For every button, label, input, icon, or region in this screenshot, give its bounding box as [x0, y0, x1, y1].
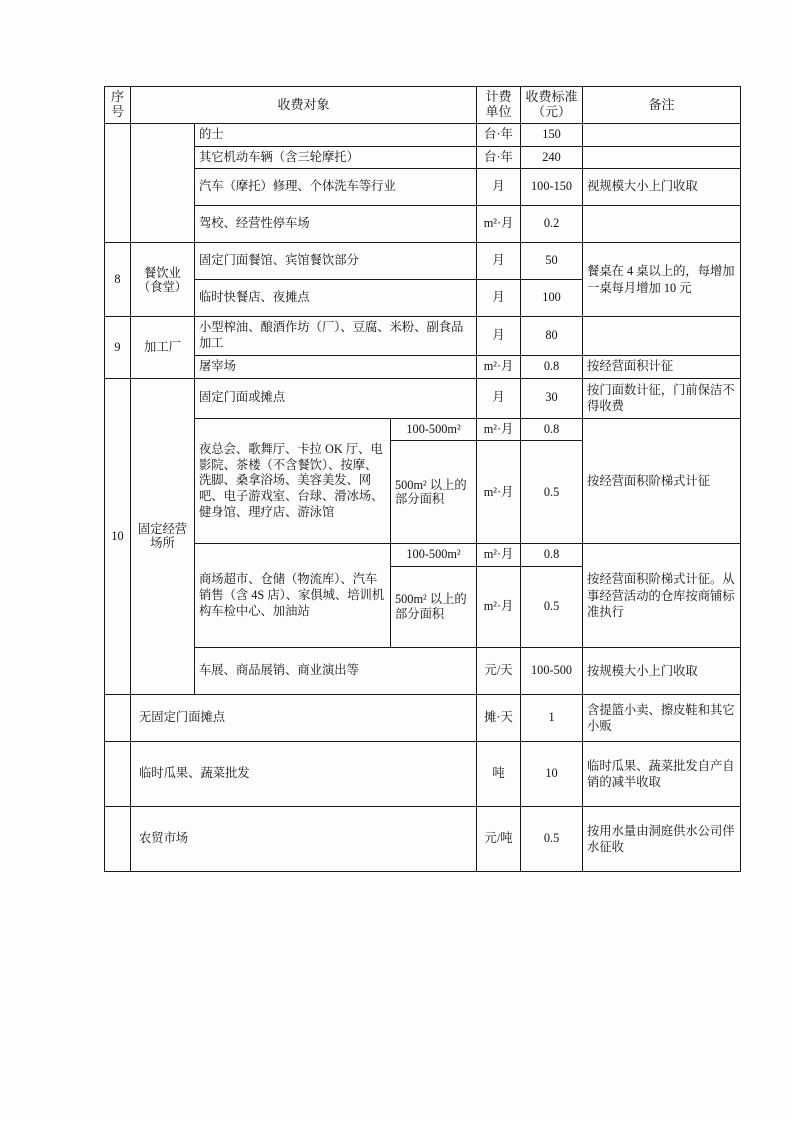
- row-standard: 30: [521, 378, 583, 418]
- row-standard: 0.5: [521, 441, 583, 544]
- fee-schedule-table: [104, 86, 741, 872]
- row-standard: 1: [521, 695, 583, 742]
- row-sub: 100-500m²: [391, 418, 477, 441]
- row-note: 临时瓜果、蔬菜批发自产自销的减半收取: [583, 742, 741, 807]
- row-unit: m²·月: [477, 567, 521, 648]
- table-row: [105, 807, 741, 872]
- table-row: [105, 355, 741, 378]
- row-object: 其它机动车辆（含三轮摩托）: [195, 146, 477, 169]
- table-row: [105, 317, 741, 355]
- row-note: 含提篮小卖、擦皮鞋和其它小贩: [583, 695, 741, 742]
- row-unit: 月: [477, 317, 521, 355]
- fee-schedule-container: [104, 86, 735, 872]
- row-standard: 0.8: [521, 418, 583, 441]
- row-category-cell: [131, 123, 195, 242]
- row-index-cell: [105, 742, 131, 807]
- row-object: 汽车（摩托）修理、个体洗车等行业: [195, 169, 477, 206]
- row-unit: 月: [477, 378, 521, 418]
- row-standard: 150: [521, 123, 583, 146]
- row-unit: 台·年: [477, 146, 521, 169]
- row-note: [583, 146, 741, 169]
- row-category-cell: 餐饮业（食堂）: [131, 243, 195, 317]
- row-note: 按经营面积阶梯式计征。从事经营活动的仓库按商铺标准执行: [583, 544, 741, 648]
- table-row: [105, 695, 741, 742]
- row-category-cell: 加工厂: [131, 317, 195, 378]
- table-row: [105, 243, 741, 280]
- header-unit-line1: 计费: [485, 89, 512, 104]
- row-standard: 0.5: [521, 567, 583, 648]
- row-unit: 元/吨: [477, 807, 521, 872]
- row-category-cell: 临时瓜果、蔬菜批发: [131, 742, 477, 807]
- row-object: 临时快餐店、夜摊点: [195, 280, 477, 317]
- table-row: [105, 742, 741, 807]
- row-standard: 100-500: [521, 648, 583, 695]
- row-standard: 0.8: [521, 544, 583, 567]
- table-row: [105, 123, 741, 146]
- row-unit: 月: [477, 169, 521, 206]
- row-unit: m²·月: [477, 441, 521, 544]
- row-standard: 10: [521, 742, 583, 807]
- row-object: 商场超市、仓储（物流库）、汽车销售（含 4S 店）、家俱城、培训机构车检中心、加油站: [195, 544, 391, 648]
- table-row: [105, 146, 741, 169]
- table-row: [105, 544, 741, 567]
- row-standard: 100-150: [521, 169, 583, 206]
- row-object: 屠宰场: [195, 355, 477, 378]
- row-note: [583, 206, 741, 243]
- row-unit: m²·月: [477, 206, 521, 243]
- row-note: 按门面数计征，门前保洁不得收费: [583, 378, 741, 418]
- header-standard-line2: （元）: [532, 103, 572, 119]
- row-unit: m²·月: [477, 544, 521, 567]
- row-note: [583, 123, 741, 146]
- row-standard: 240: [521, 146, 583, 169]
- header-unit: [477, 87, 521, 124]
- row-category-cell: 无固定门面摊点: [131, 695, 477, 742]
- row-standard: 80: [521, 317, 583, 355]
- row-category-cell: 农贸市场: [131, 807, 477, 872]
- table-row: [105, 378, 741, 418]
- row-unit: 吨: [477, 742, 521, 807]
- row-note: 按用水量由洞庭供水公司伴水征收: [583, 807, 741, 872]
- row-object: 小型榨油、酿酒作坊（厂）、豆腐、米粉、副食品加工: [195, 317, 477, 355]
- row-object: 驾校、经营性停车场: [195, 206, 477, 243]
- header-note-label: 备注: [648, 96, 675, 112]
- row-note: 按经营面积阶梯式计征: [583, 418, 741, 544]
- header-index-label: 序号: [110, 89, 124, 119]
- header-standard-line1: 收费标准: [525, 89, 578, 104]
- row-unit: 月: [477, 243, 521, 280]
- row-standard: 0.2: [521, 206, 583, 243]
- row-note: [583, 317, 741, 355]
- row-unit: 元/天: [477, 648, 521, 695]
- header-object-label: 收费对象: [277, 96, 330, 112]
- row-index-cell: 10: [105, 378, 131, 695]
- row-unit: m²·月: [477, 418, 521, 441]
- row-standard: 100: [521, 280, 583, 317]
- row-note: 按经营面积计征: [583, 355, 741, 378]
- header-unit-line2: 单位: [485, 103, 512, 119]
- row-note: 餐桌在 4 桌以上的，每增加一桌每月增加 10 元: [583, 243, 741, 317]
- row-index-cell: 9: [105, 317, 131, 378]
- row-object: 固定门面或摊点: [195, 378, 477, 418]
- row-object: 的士: [195, 123, 477, 146]
- row-category-cell: 固定经营场所: [131, 378, 195, 695]
- header-standard: [521, 87, 583, 124]
- row-object: 固定门面餐馆、宾馆餐饮部分: [195, 243, 477, 280]
- table-row: [105, 206, 741, 243]
- row-index-cell: [105, 695, 131, 742]
- row-unit: 摊·天: [477, 695, 521, 742]
- table-row: [105, 648, 741, 695]
- header-index: [105, 87, 131, 124]
- row-object: 夜总会、歌舞厅、卡拉 OK 厅、电影院、茶楼（不含餐饮）、按摩、洗脚、桑拿浴场、美容美发、网吧、电子游戏室、台球、滑冰场、健身馆、理疗店、游泳馆: [195, 418, 391, 544]
- row-standard: 0.5: [521, 807, 583, 872]
- row-standard: 0.8: [521, 355, 583, 378]
- row-object: 车展、商品展销、商业演出等: [195, 648, 477, 695]
- row-index-cell: [105, 807, 131, 872]
- row-unit: 台·年: [477, 123, 521, 146]
- row-note: 视规模大小上门收取: [583, 169, 741, 206]
- header-object: [131, 87, 477, 124]
- row-index-cell: [105, 123, 131, 242]
- table-row: [105, 169, 741, 206]
- row-unit: m²·月: [477, 355, 521, 378]
- row-sub: 100-500m²: [391, 544, 477, 567]
- row-index-cell: 8: [105, 243, 131, 317]
- row-sub: 500m² 以上的部分面积: [391, 441, 477, 544]
- row-note: 按规模大小上门收取: [583, 648, 741, 695]
- header-note: [583, 87, 741, 124]
- table-header-row: [105, 87, 741, 124]
- row-unit: 月: [477, 280, 521, 317]
- row-sub: 500m² 以上的部分面积: [391, 567, 477, 648]
- row-standard: 50: [521, 243, 583, 280]
- table-row: [105, 418, 741, 441]
